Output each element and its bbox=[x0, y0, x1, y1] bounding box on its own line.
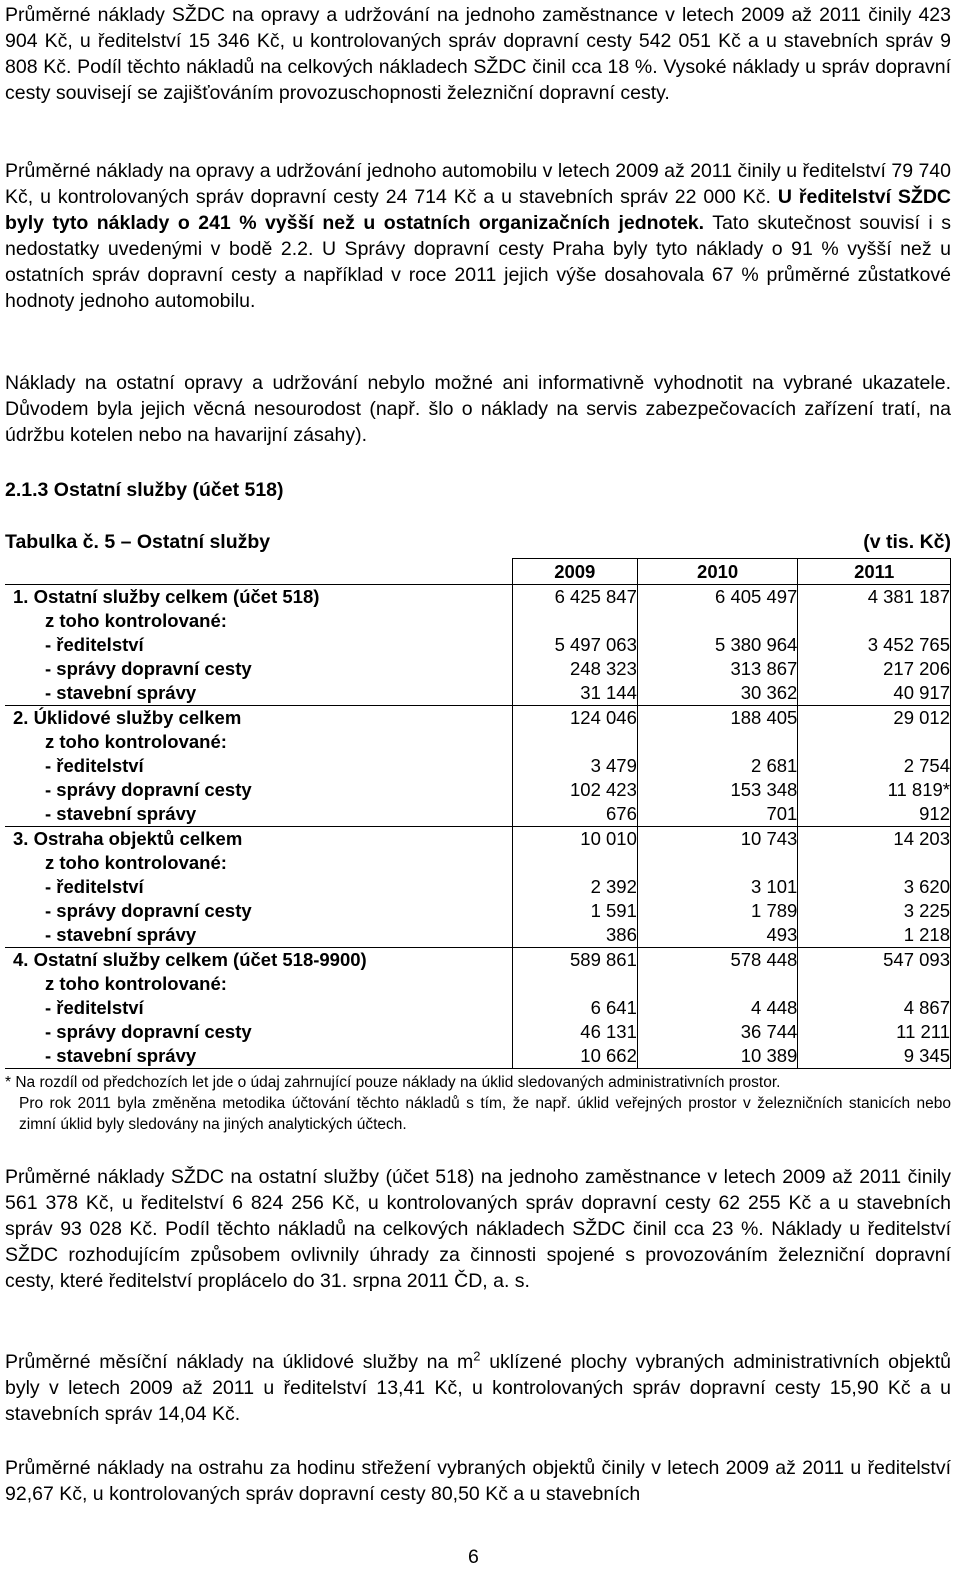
table-row bbox=[5, 706, 951, 731]
cell-value-2010: 30 362 bbox=[637, 681, 797, 706]
cell-value-2009: 31 144 bbox=[512, 681, 637, 706]
cell-value-2009: 102 423 bbox=[512, 778, 637, 802]
row-label: - stavební správy bbox=[5, 1044, 512, 1069]
table-row bbox=[5, 633, 951, 657]
cell-value-2009: 5 497 063 bbox=[512, 633, 637, 657]
cell-value-2009: 46 131 bbox=[512, 1020, 637, 1044]
table-header-year: 2011 bbox=[798, 559, 951, 585]
cell-value-2009: 124 046 bbox=[512, 706, 637, 731]
cell-value-2011: 11 211 bbox=[798, 1020, 951, 1044]
paragraph-text: Průměrné měsíční náklady na úklidové služby na m bbox=[5, 1351, 474, 1373]
cell-value-2010: 701 bbox=[637, 802, 797, 827]
cell-value-2009 bbox=[512, 609, 637, 633]
row-label: - ředitelství bbox=[45, 755, 144, 776]
table-header-year: 2010 bbox=[637, 559, 797, 585]
row-label: - stavební správy bbox=[45, 924, 197, 945]
footnote-line: * Na rozdíl od předchozích let jde o údaj zahrnující pouze náklady na úklid sledovaných administrativních prostor. bbox=[5, 1074, 781, 1091]
cell-value-2009: 3 479 bbox=[512, 754, 637, 778]
cell-value-2009: 248 323 bbox=[512, 657, 637, 681]
cell-value-2009: 676 bbox=[512, 802, 637, 827]
table-row bbox=[5, 1020, 951, 1044]
cell-value-2011: 1 218 bbox=[798, 923, 951, 948]
cell-value-2009: 6 425 847 bbox=[512, 585, 637, 610]
cell-value-2011: 11 819* bbox=[798, 778, 951, 802]
row-label: - ředitelství bbox=[45, 997, 144, 1018]
table-row bbox=[5, 1044, 951, 1069]
row-label: - správy dopravní cesty bbox=[45, 658, 252, 679]
cell-value-2010: 10 389 bbox=[637, 1044, 797, 1069]
cell-value-2010: 10 743 bbox=[637, 827, 797, 852]
cell-value-2010: 4 448 bbox=[637, 996, 797, 1020]
cell-value-2011: 547 093 bbox=[798, 948, 951, 973]
cell-value-2011: 3 452 765 bbox=[798, 633, 951, 657]
cell-value-2010 bbox=[637, 609, 797, 633]
cell-value-2011: 3 225 bbox=[798, 899, 951, 923]
cell-value-2011: 4 867 bbox=[798, 996, 951, 1020]
cell-value-2011: 9 345 bbox=[798, 1044, 951, 1069]
paragraph-other-maintenance: Náklady na ostatní opravy a udržování nebylo možné ani informativně vyhodnotit na vybrané ukazatele. Důvodem byla jejich věcná nesourodost (např. šlo o náklady na servis zabezpečovacích zařízení tratí, na údržbu kotelen nebo na havarijní zásahy). bbox=[5, 372, 951, 446]
footnote-line: Pro rok 2011 byla změněna metodika účtování těchto nákladů s tím, že např. úklid veřejných prostor v železničních stanicích nebo zimní úklid byly sledovány na jiných analytických účtech. bbox=[19, 1095, 951, 1133]
section-heading: 2.1.3 Ostatní služby (účet 518) bbox=[5, 479, 284, 501]
table-header-row bbox=[5, 559, 951, 585]
table-row bbox=[5, 802, 951, 827]
paragraph-emphasis: U ředitelství SŽDC byly tyto náklady o 241 % vyšší než u ostatních organizačních jednotek. bbox=[5, 186, 952, 234]
row-label: - stavební správy bbox=[45, 682, 197, 703]
cell-value-2011: 912 bbox=[798, 802, 951, 827]
cell-value-2009: 589 861 bbox=[512, 948, 637, 973]
cell-value-2011 bbox=[798, 609, 951, 633]
table-header-year: 2009 bbox=[512, 559, 637, 585]
table-row bbox=[5, 948, 951, 973]
cell-value-2010 bbox=[637, 851, 797, 875]
row-label: z toho kontrolované: bbox=[45, 731, 227, 752]
row-label: - správy dopravní cesty bbox=[45, 1021, 252, 1042]
cell-value-2010 bbox=[637, 972, 797, 996]
cell-value-2011: 217 206 bbox=[798, 657, 951, 681]
table-row bbox=[5, 996, 951, 1020]
row-label: - správy dopravní cesty bbox=[45, 900, 252, 921]
table-footnote bbox=[5, 1072, 951, 1135]
paragraph-text: uklízené plochy vybraných administrativních objektů byly v letech 2009 až 2011 u ředitelství 13,41 Kč, u kontrolovaných správ dopravní cesty 15,90 Kč a u stavebních správ 14,04 Kč. bbox=[5, 1351, 951, 1425]
cell-value-2010: 153 348 bbox=[637, 778, 797, 802]
paragraph-text: Průměrné náklady na opravy a udržování jednoho automobilu v letech 2009 až 2011 činily u ředitelství 79 740 Kč, u kontrolovaných správ dopravní cesty 24 714 Kč a u stavebních správ 22 000 Kč. bbox=[5, 160, 951, 208]
paragraph-cleaning-costs bbox=[5, 1349, 951, 1427]
cell-value-2011: 40 917 bbox=[798, 681, 951, 706]
row-label: z toho kontrolované: bbox=[45, 973, 227, 994]
paragraph-maintenance-per-employee: Průměrné náklady SŽDC na opravy a udržování na jednoho zaměstnance v letech 2009 až 2011 činily 423 904 Kč, u ředitelství 15 346 Kč, u kontrolovaných správ dopravní cesty 542 051 Kč a u stavebních správ 9 808 Kč. Podíl těchto nákladů na celkových nákladech SŽDC činil cca 18 %. Vysoké náklady u správ dopravní cesty souvisejí se zajišťováním provozuschopnosti železniční dopravní cesty. bbox=[5, 4, 951, 104]
table-title: Tabulka č. 5 – Ostatní služby bbox=[5, 531, 271, 553]
table-row bbox=[5, 681, 951, 706]
cell-value-2010: 2 681 bbox=[637, 754, 797, 778]
cell-value-2010 bbox=[637, 730, 797, 754]
paragraph-maintenance-per-car bbox=[5, 158, 951, 314]
cell-value-2009 bbox=[512, 972, 637, 996]
cell-value-2011 bbox=[798, 851, 951, 875]
table-row bbox=[5, 875, 951, 899]
row-label: 4. Ostatní služby celkem (účet 518-9900) bbox=[5, 948, 512, 973]
cell-value-2010: 1 789 bbox=[637, 899, 797, 923]
cell-value-2010: 578 448 bbox=[637, 948, 797, 973]
table-row bbox=[5, 827, 951, 852]
cell-value-2011 bbox=[798, 730, 951, 754]
cell-value-2009: 6 641 bbox=[512, 996, 637, 1020]
paragraph-security-costs: Průměrné náklady na ostrahu za hodinu střežení vybraných objektů činily v letech 2009 až 2011 u ředitelství 92,67 Kč, u kontrolovaných správ dopravní cesty 80,50 Kč a u stavebních bbox=[5, 1457, 951, 1505]
row-label: 1. Ostatní služby celkem (účet 518) bbox=[5, 585, 512, 610]
cell-value-2009: 10 662 bbox=[512, 1044, 637, 1069]
cell-value-2009 bbox=[512, 851, 637, 875]
row-label: - správy dopravní cesty bbox=[45, 779, 252, 800]
cell-value-2011: 4 381 187 bbox=[798, 585, 951, 610]
table-unit: (v tis. Kč) bbox=[863, 531, 951, 553]
superscript: 2 bbox=[473, 1348, 481, 1364]
paragraph-text: Tato skutečnost souvisí i s nedostatky uvedenými v bodě 2.2. U Správy dopravní cesty Praha byly tyto náklady o 91 % vyšší než u ostatních správ dopravní cesty a například v roce 2011 jejich výše dosahovala 67 % průměrné zůstatkové hodnoty jednoho automobilu. bbox=[5, 212, 951, 312]
row-label: 3. Ostraha objektů celkem bbox=[5, 827, 512, 852]
services-table bbox=[5, 558, 951, 1069]
cell-value-2009: 10 010 bbox=[512, 827, 637, 852]
cell-value-2011: 2 754 bbox=[798, 754, 951, 778]
table-row bbox=[5, 851, 951, 875]
cell-value-2010: 493 bbox=[637, 923, 797, 948]
table-row bbox=[5, 609, 951, 633]
cell-value-2011 bbox=[798, 972, 951, 996]
row-label: 2. Úklidové služby celkem bbox=[5, 706, 512, 731]
cell-value-2009 bbox=[512, 730, 637, 754]
cell-value-2009: 386 bbox=[512, 923, 637, 948]
table-row bbox=[5, 923, 951, 948]
paragraph-services-per-employee: Průměrné náklady SŽDC na ostatní služby (účet 518) na jednoho zaměstnance v letech 2009 až 2011 činily 561 378 Kč, u ředitelství 6 824 256 Kč, u kontrolovaných správ dopravní cesty 62 255 Kč a u stavebních správ 93 028 Kč. Podíl těchto nákladů na celkových nákladech SŽDC činil cca 23 %. Náklady u ředitelství SŽDC rozhodujícím způsobem ovlivnily úhrady za činnosti spojené s provozováním železniční dopravní cesty, které ředitelství proplácelo do 31. srpna 2011 ČD, a. s. bbox=[5, 1166, 951, 1292]
cell-value-2010: 3 101 bbox=[637, 875, 797, 899]
page-number: 6 bbox=[468, 1546, 479, 1568]
table-row bbox=[5, 899, 951, 923]
cell-value-2010: 6 405 497 bbox=[637, 585, 797, 610]
table-header-blank bbox=[5, 559, 512, 585]
row-label: - stavební správy bbox=[45, 803, 197, 824]
row-label: z toho kontrolované: bbox=[45, 852, 227, 873]
cell-value-2011: 3 620 bbox=[798, 875, 951, 899]
row-label: - ředitelství bbox=[45, 634, 144, 655]
row-label: z toho kontrolované: bbox=[45, 610, 227, 631]
table-row bbox=[5, 657, 951, 681]
table-row bbox=[5, 972, 951, 996]
cell-value-2009: 1 591 bbox=[512, 899, 637, 923]
cell-value-2010: 188 405 bbox=[637, 706, 797, 731]
cell-value-2010: 36 744 bbox=[637, 1020, 797, 1044]
cell-value-2011: 29 012 bbox=[798, 706, 951, 731]
cell-value-2011: 14 203 bbox=[798, 827, 951, 852]
cell-value-2010: 5 380 964 bbox=[637, 633, 797, 657]
table-row bbox=[5, 585, 951, 610]
row-label: - ředitelství bbox=[45, 876, 144, 897]
cell-value-2009: 2 392 bbox=[512, 875, 637, 899]
table-row bbox=[5, 754, 951, 778]
cell-value-2010: 313 867 bbox=[637, 657, 797, 681]
table-caption bbox=[5, 531, 951, 554]
table-row bbox=[5, 778, 951, 802]
table-row bbox=[5, 730, 951, 754]
